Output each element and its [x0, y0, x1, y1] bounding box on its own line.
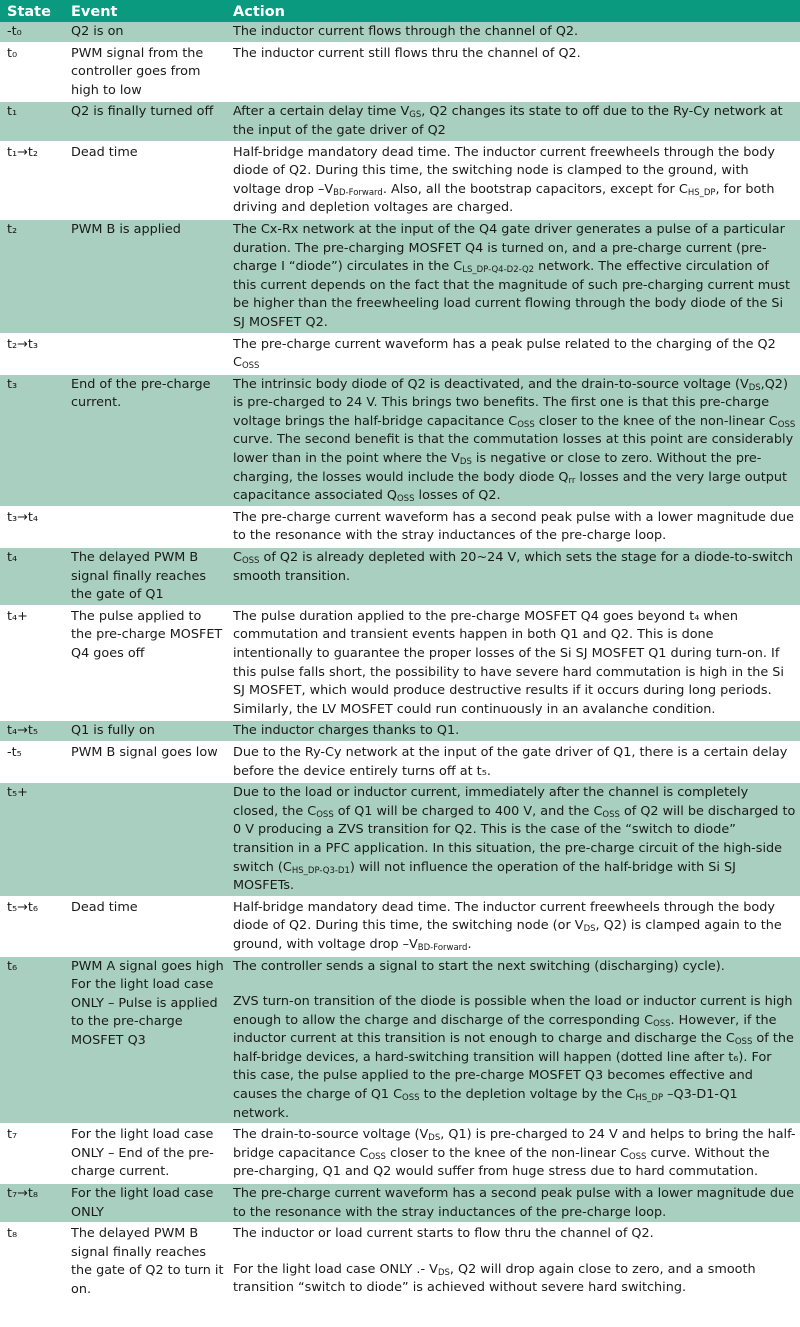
event-cell: End of the pre-charge current. — [64, 374, 226, 507]
action-cell: Half-bridge mandatory dead time. The inductor current freewheels through the body diode of Q2. During this time, the switching node is clamped to the ground, with voltage drop $-V_{BD-Forward}$. Also, all the bootstrap capacitors, except for $C_{HS\_DP}$, for both driving and depletion voltages are charged. — [226, 142, 800, 219]
state-cell: -t₀ — [0, 22, 64, 43]
state-cell: t₇ — [0, 1124, 64, 1183]
state-cell: t₂ — [0, 219, 64, 334]
event-cell: The delayed PWM B signal finally reaches the gate of Q1 — [64, 547, 226, 606]
table-row — [0, 897, 800, 956]
event-cell — [64, 782, 226, 897]
action-cell: The inductor charges thanks to Q1. — [226, 720, 800, 742]
event-cell: Q2 is finally turned off — [64, 101, 226, 141]
action-cell: The intrinsic body diode of Q2 is deactivated, and the drain-to-source voltage $(V_{DS},Q2)$ is pre-charged to 24 V. This brings two benefits. The first one is that this pre-charge voltage brings the half-bridge capacitance $C_{OSS}$ closer to the knee of the non-linear $C_{OSS}$ curve. The second benefit is that the commutation losses at this point are considerably lower than in the point where the $V_{DS}$ is negative or close to zero. Without the pre-charging, the losses would include the body diode $Q_{rr}$ losses and the very large output capacitance associated $Q_{OSS}$ losses of Q2. — [226, 374, 800, 507]
state-cell: -t₅ — [0, 742, 64, 782]
state-cell: t₁ — [0, 101, 64, 141]
action-cell: The pre-charge current waveform has a second peak pulse with a lower magnitude due to the resonance with the stray inductances of the pre-charge loop. — [226, 507, 800, 547]
action-cell: The pre-charge current waveform has a second peak pulse with a lower magnitude due to the resonance with the stray inductances of the pre-charge loop. — [226, 1183, 800, 1223]
header-event: Event — [64, 0, 226, 22]
event-cell — [64, 507, 226, 547]
event-cell: For the light load case ONLY – End of the pre-charge current. — [64, 1124, 226, 1183]
action-cell: The Cx-Rx network at the input of the Q4 gate driver generates a pulse of a particular duration. The pre-charging MOSFET Q4 is turned on, and a pre-charge current (pre-charge I “diode”) circulates in the $C_{LS\_DP-Q4-D2-Q2}$ network. The effective circulation of this current depends on the fact that the magnitude of such pre-charging current must be higher than the freewheeling load current flowing through the body diode of the Si SJ MOSFET Q2. — [226, 219, 800, 334]
action-cell: The pulse duration applied to the pre-charge MOSFET Q4 goes beyond t₄ when commutation and transient events happen in both Q1 and Q2. This is done intentionally to guarantee the proper losses of the Si SJ MOSFET Q1 during turn-on. If this pulse falls short, the possibility to have severe hard commutation is high in the Si SJ MOSFET, which would produce destructive results if it occurs during long periods. Similarly, the LV MOSFET could run continuously in an avalanche condition. — [226, 606, 800, 721]
state-cell: t₆ — [0, 956, 64, 1125]
event-cell: The delayed PWM B signal finally reaches the gate of Q2 to turn it on. — [64, 1223, 226, 1300]
table-row — [0, 1223, 800, 1300]
table-row — [0, 1183, 800, 1223]
action-cell: The pre-charge current waveform has a peak pulse related to the charging of the Q2 $C_{OSS}$ — [226, 334, 800, 374]
header-action: Action — [226, 0, 800, 22]
action-cell: The inductor or load current starts to flow thru the channel of Q2. For the light load case ONLY .- $V_{DS}$, Q2 will drop again close to zero, and a smooth transition “switch to diode” is achieved without severe hard switching. — [226, 1223, 800, 1300]
table-row — [0, 782, 800, 897]
event-cell: Dead time — [64, 142, 226, 219]
state-cell: t₁→t₂ — [0, 142, 64, 219]
event-cell: PWM B is applied — [64, 219, 226, 334]
table-row — [0, 334, 800, 374]
action-cell: The drain-to-source voltage ($V_{DS}$, Q1) is pre-charged to 24 V and helps to bring the half-bridge capacitance $C_{OSS}$ closer to the knee of the non-linear $C_{OSS}$ curve. Without the pre-charging, Q1 and Q2 would suffer from huge stress due to hard commutation. — [226, 1124, 800, 1183]
action-cell: The controller sends a signal to start the next switching (discharging) cycle). ZVS turn-on transition of the diode is possible when the load or inductor current is high enough to allow the charge and discharge of the corresponding $C_{OSS}$. However, if the inductor current at this transition is not enough to charge and discharge the $C_{OSS}$ of the half-bridge devices, a hard-switching transition will happen (dotted line after t₆). For this case, the pulse applied to the pre-charge MOSFET Q3 becomes effective and causes the charge of Q1 $C_{OSS}$ to the depletion voltage by the $C_{HS\_DP}$ –Q3-D1-Q1 network. — [226, 956, 800, 1125]
table-row — [0, 22, 800, 43]
event-cell: PWM signal from the controller goes from high to low — [64, 43, 226, 102]
header-state: State — [0, 0, 64, 22]
state-cell: t₄ — [0, 547, 64, 606]
event-cell: PWM B signal goes low — [64, 742, 226, 782]
state-cell: t₂→t₃ — [0, 334, 64, 374]
table-row — [0, 374, 800, 507]
action-cell: Half-bridge mandatory dead time. The inductor current freewheels through the body diode of Q2. During this time, the switching node (or $V_{DS}$, Q2) is clamped again to the ground, with voltage drop $-V_{BD-Forward}$. — [226, 897, 800, 956]
state-cell: t₈ — [0, 1223, 64, 1300]
action-cell: After a certain delay time $V_{GS}$, Q2 changes its state to off due to the Ry-Cy network at the input of the gate driver of Q2 — [226, 101, 800, 141]
table-header-row — [0, 0, 800, 22]
action-cell: Due to the load or inductor current, immediately after the channel is completely closed, the $C_{OSS}$ of Q1 will be charged to 400 V, and the $C_{OSS}$ of Q2 will be discharged to 0 V producing a ZVS transition for Q2. This is the case of the “switch to diode” transition in a PFC application. In this situation, the pre-charge circuit of the high-side switch $(C_{HS\_DP-Q3-D1})$ will not influence the operation of the half-bridge with Si SJ MOSFETs. — [226, 782, 800, 897]
event-cell: For the light load case ONLY — [64, 1183, 226, 1223]
state-cell: t₄→t₅ — [0, 720, 64, 742]
state-cell: t₃ — [0, 374, 64, 507]
table-row — [0, 101, 800, 141]
action-cell: The inductor current flows through the channel of Q2. — [226, 22, 800, 43]
state-cell: t₄+ — [0, 606, 64, 721]
state-cell: t₃→t₄ — [0, 507, 64, 547]
action-cell: Due to the Ry-Cy network at the input of the gate driver of Q1, there is a certain delay before the device entirely turns off at t₅. — [226, 742, 800, 782]
table-row — [0, 507, 800, 547]
state-cell: t₇→t₈ — [0, 1183, 64, 1223]
event-cell: PWM A signal goes high For the light load case ONLY – Pulse is applied to the pre-charge MOSFET Q3 — [64, 956, 226, 1125]
state-cell: t₀ — [0, 43, 64, 102]
table-row — [0, 547, 800, 606]
table-row — [0, 142, 800, 219]
table-row — [0, 742, 800, 782]
table-row — [0, 956, 800, 1125]
table-row — [0, 219, 800, 334]
table-row — [0, 720, 800, 742]
event-cell: Q2 is on — [64, 22, 226, 43]
event-cell: Q1 is fully on — [64, 720, 226, 742]
event-cell — [64, 334, 226, 374]
state-cell: t₅+ — [0, 782, 64, 897]
table-row — [0, 43, 800, 102]
table-row — [0, 1124, 800, 1183]
table-row — [0, 606, 800, 721]
state-cell: t₅→t₆ — [0, 897, 64, 956]
event-cell: The pulse applied to the pre-charge MOSFET Q4 goes off — [64, 606, 226, 721]
action-cell: $C_{OSS}$ of Q2 is already depleted with 20~24 V, which sets the stage for a diode-to-switch smooth transition. — [226, 547, 800, 606]
action-cell: The inductor current still flows thru the channel of Q2. — [226, 43, 800, 102]
event-cell: Dead time — [64, 897, 226, 956]
